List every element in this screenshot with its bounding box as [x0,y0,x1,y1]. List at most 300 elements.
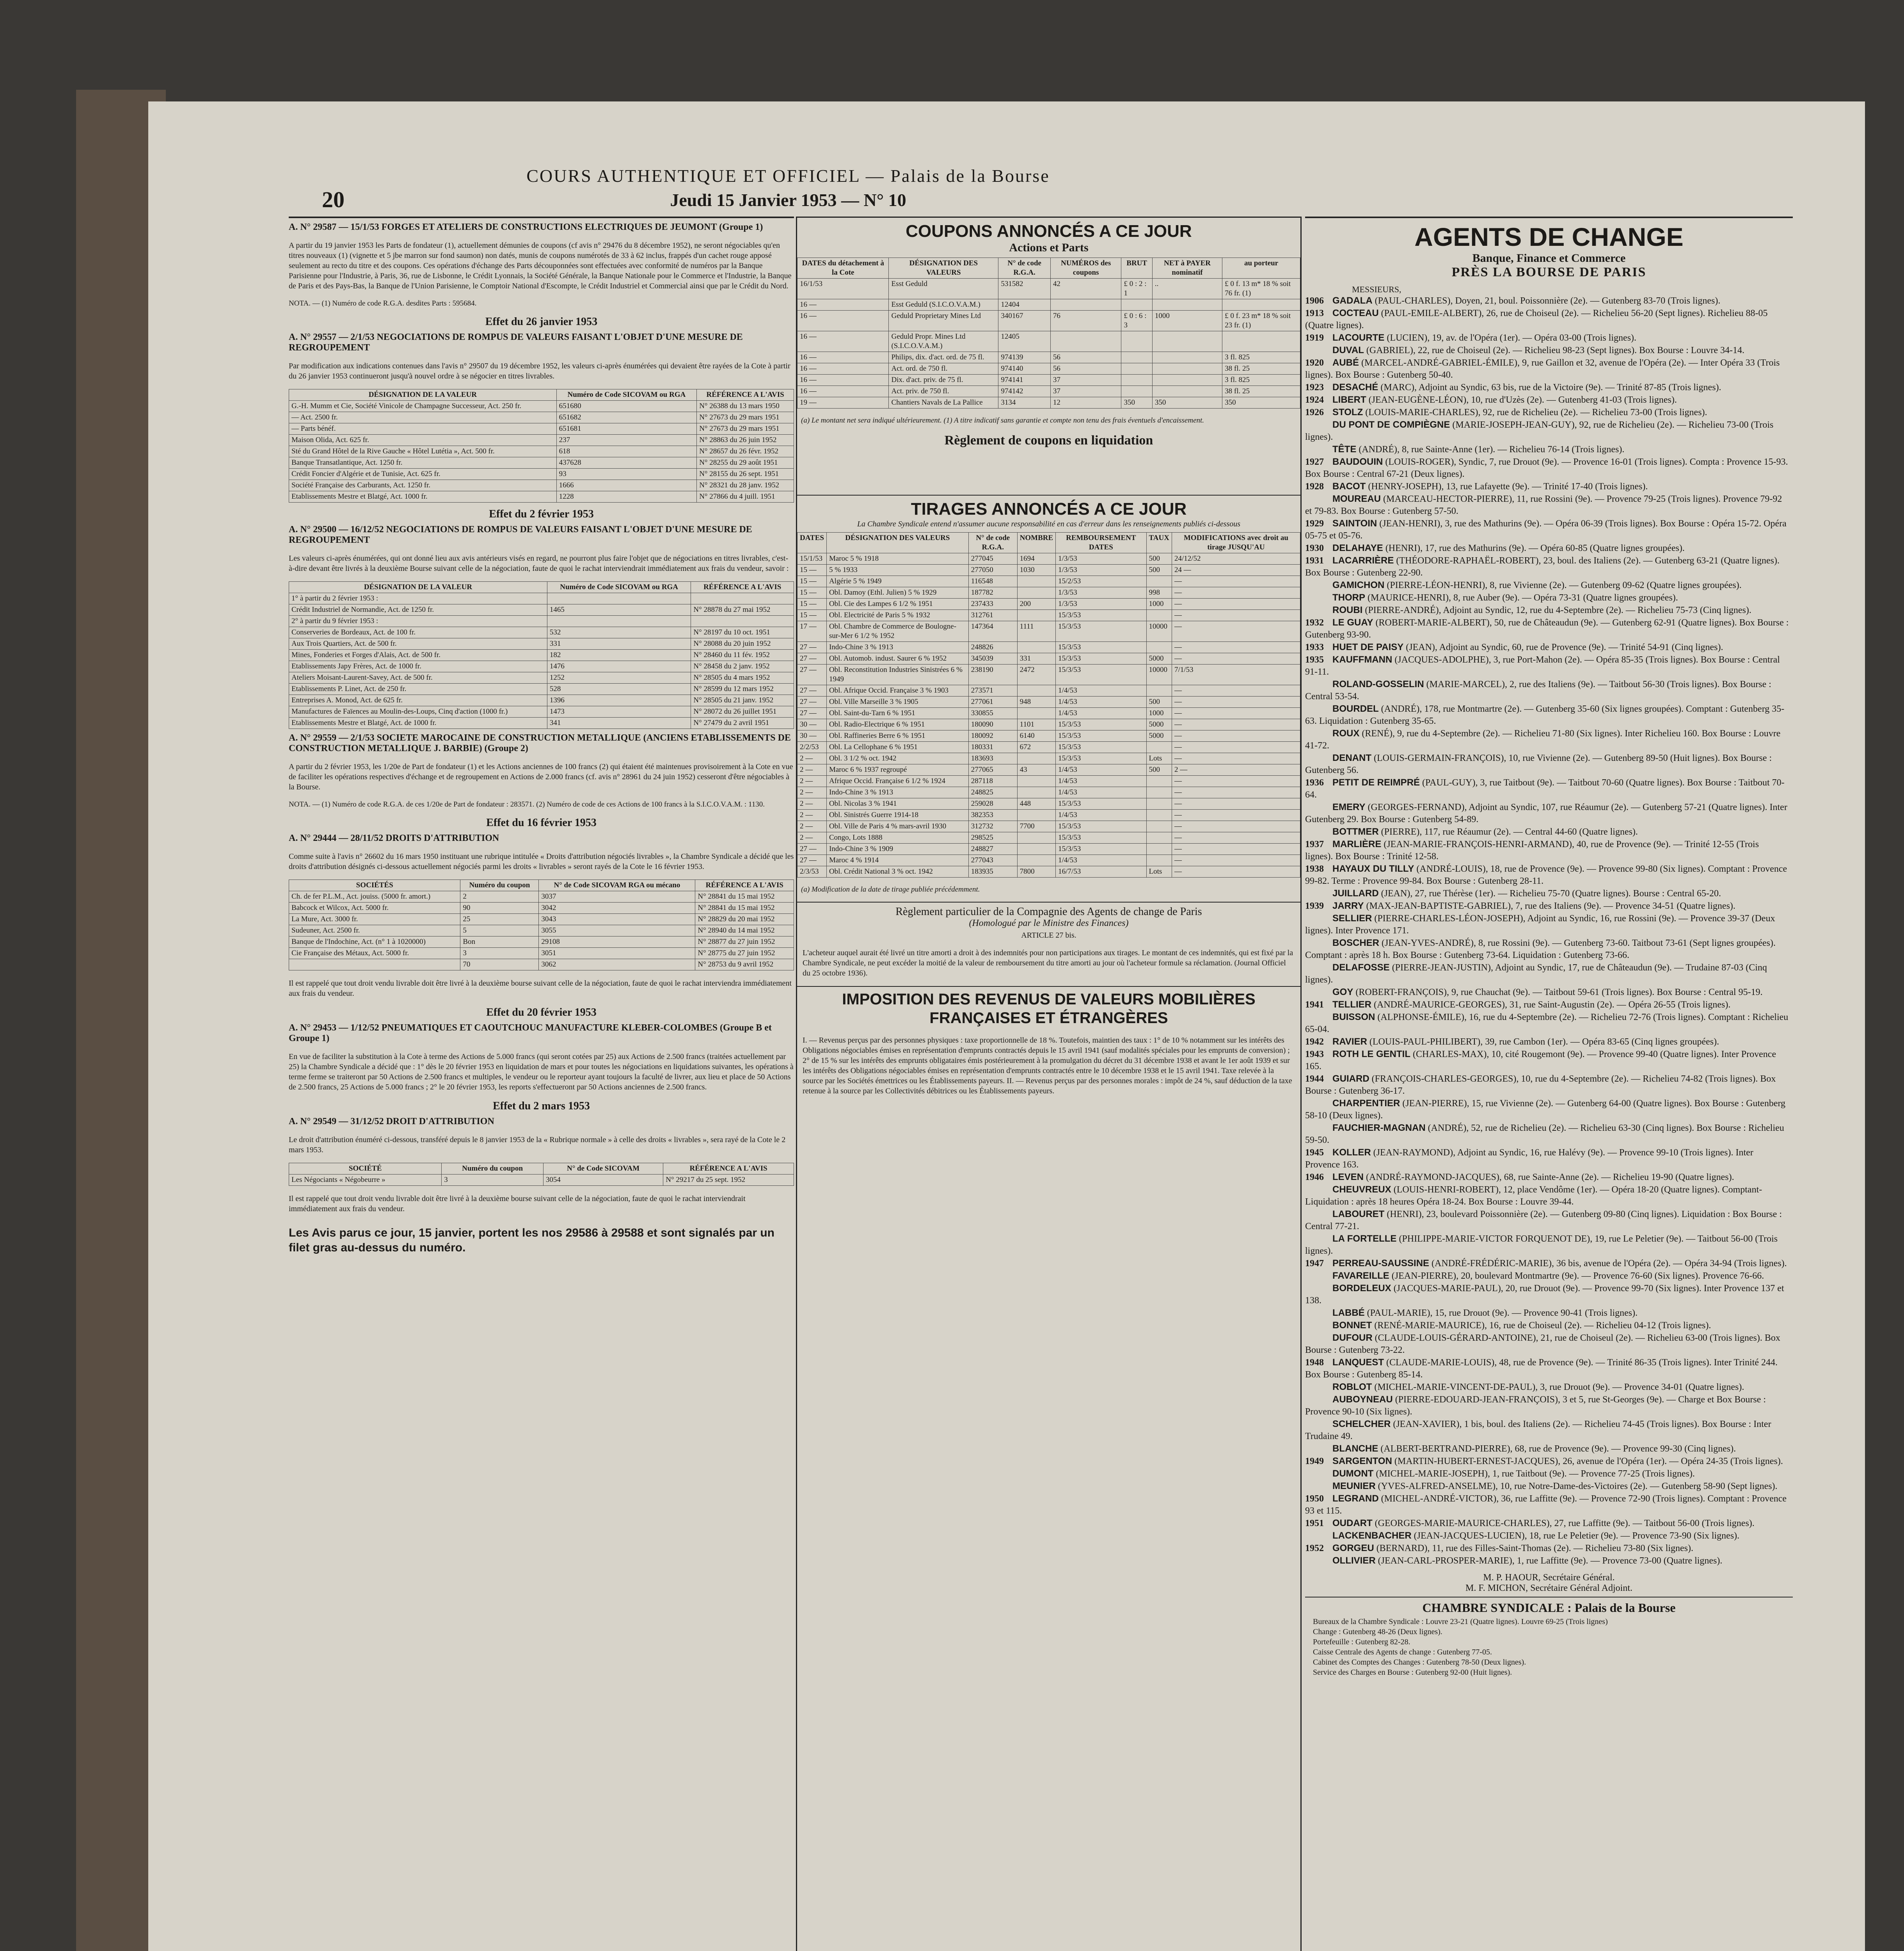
table-cell [691,616,794,627]
table-cell [1146,576,1172,587]
table-row [289,672,794,684]
table-cell: 618 [556,446,697,457]
table-cell: Crédit Industriel de Normandie, Act. de 1250 fr. [289,604,547,616]
table-cell [1017,753,1056,764]
agent-year: 1938 [1305,864,1324,874]
table-cell: 3042 [539,903,695,914]
effet-date: Effet du 26 janvier 1953 [485,316,598,328]
table-cell: Banque Transatlantique, Act. 1250 fr. [289,457,557,469]
agent-name: BACOT [1332,481,1366,492]
notice-title: A. N° 29557 — 2/1/53 NEGOCIATIONS DE ROMPUS DE VALEURS FAISANT L'OBJET D'UNE MESURE DE REGROUPEMENT [289,332,743,353]
table-cell: 15 — [797,599,827,610]
agent-year: 1928 [1305,482,1324,492]
agent-details: (MICHEL-ANDRÉ-VICTOR), 36, rue Laffitte (9e). — Provence 72-90 (Trois lignes). Comptant : Provence 93 et 115. [1305,1494,1787,1516]
table-cell: 187782 [968,587,1017,599]
table-cell: 5000 [1146,730,1172,742]
agent-details: (MICHEL-MARIE-JOSEPH), 1, rue Taitbout (9e). — Provence 77-25 (Trois lignes). [1373,1469,1695,1479]
agent-entry [1305,1455,1789,1468]
table-cell: N° 28155 du 26 sept. 1951 [697,469,794,480]
agent-entry [1305,579,1789,592]
agent-entry [1305,1073,1789,1097]
table-cell: Obl. Automob. indust. Saurer 6 % 1952 [826,653,968,665]
agent-name: SARGENTON [1332,1456,1392,1466]
agent-name: BLANCHE [1332,1443,1378,1454]
table-cell [1017,832,1056,844]
agent-entry [1305,406,1789,419]
table-row [289,401,794,412]
tirage-row [797,844,1300,855]
table-cell: 248827 [968,844,1017,855]
notice-text: A partir du 19 janvier 1953 les Parts de fondateur (1), actuellement démunies de coupons (cf avis n° 29476 du 8 décembre 1952), ne seront négociables qu'en titres nouveaux (1) (vignette et 5 jbe marron sur fond saumon) non datés, munis de coupons numérotés de 33 à 62 inclus, frappés d'un cachet rouge apposé seulement au recto du titre et des coupons. Ces opérations d'échange des Parts découponnées sont effectuées avec conformité de numéros par la Banque Parisienne pour l'Industrie, à Paris, 36, rue de Lisbonne, le Crédit Lyonnais, la Société Générale, la Banque Nationale pour le Commerce et l'Industrie, la Banque de Paris et des Pays-Bas, la Banque de l'Union Parisienne, le Comptoir National d'Escompte, le Crédit Industriel et Commercial ainsi que par le Crédit du Nord. [289,241,792,290]
table-cell: 3043 [539,914,695,925]
agent-name: OUDART [1332,1518,1373,1528]
table-row [289,480,794,491]
tirage-row [797,553,1300,565]
agent-year: 1924 [1305,395,1324,405]
agent-details: (YVES-ALFRED-ANSELME), 10, rue Notre-Dame-des-Victoires (2e). — Gutenberg 58-90 (Sept lignes). [1375,1481,1778,1491]
agent-details: (PAUL-CHARLES), Doyen, 21, boul. Poissonnière (2e). — Gutenberg 83-70 (Trois lignes). [1372,296,1721,306]
agent-name: PERREAU-SAUSSINE [1332,1258,1430,1269]
agent-entry [1305,592,1789,604]
chambre-title: CHAMBRE SYNDICALE : Palais de la Bourse [1422,1601,1676,1615]
agent-details: (FRANÇOIS-CHARLES-GEORGES), 10, rue du 4-Septembre (2e). — Richelieu 74-82 (Trois lignes). Box Bourse : Gutenberg 36-17. [1305,1074,1776,1096]
agent-details: (ROBERT-MARIE-ALBERT), 50, rue de Châteaudun (9e). — Gutenberg 62-91 (Quatre lignes). Box Bourse : Gutenberg 93-90. [1305,618,1789,640]
table-cell: Manufactures de Faïences au Moulin-des-Loups, Cinq d'action (1000 fr.) [289,706,547,718]
table-cell: Obl. Crédit National 3 % oct. 1942 [826,866,968,878]
agent-name: DELAFOSSE [1332,962,1390,973]
agent-details: (PAUL-EMILE-ALBERT), 26, rue de Choiseul (2e). — Richelieu 56-20 (Sept lignes). Richelieu 88-05 (Quatre lignes). [1305,308,1768,330]
table-row [289,627,794,638]
avis-summary: Les Avis parus ce jour, 15 janvier, portent les nos 29586 à 29588 et sont signalés par un filet gras au-dessus du numéro. [289,1226,774,1254]
agent-details: (THÉODORE-RAPHAËL-ROBERT), 23, boul. des Italiens (2e). — Gutenberg 63-21 (Quatre lignes). Box Bourse : Gutenberg 22-90. [1305,556,1780,578]
agent-entry [1305,1171,1789,1183]
notice-title: A. N° 29587 — 15/1/53 FORGES ET ATELIERS DE CONSTRUCTIONS ELECTRIQUES DE JEUMONT (Groupe 1) [289,222,763,232]
tirage-row [797,719,1300,730]
tirages-title: TIRAGES ANNONCÉS A CE JOUR [911,499,1187,519]
tirage-row [797,787,1300,798]
table-cell: 298525 [968,832,1017,844]
table-cell: 948 [1017,697,1056,708]
agent-name: LACKENBACHER [1332,1530,1412,1541]
table-cell: 1/4/53 [1056,708,1146,719]
table-cell: N° 28505 du 4 mars 1952 [691,672,794,684]
table-cell: 1030 [1017,565,1056,576]
agent-details: (JEAN-XAVIER), 1 bis, boul. des Italiens (2e). — Richelieu 74-45 (Trois lignes). Box Bourse : Inter Trudaine 49. [1305,1419,1771,1441]
table-cell: Obl. Reconstitution Industries Sinistrées 6 % 1949 [826,665,968,685]
table-cell: Obl. Cie des Lampes 6 1/2 % 1951 [826,599,968,610]
agent-entry [1305,1257,1789,1270]
agent-name: HUET DE PAISY [1332,642,1404,652]
table-header: N° de code R.G.A. [998,258,1051,279]
coupon-row [797,397,1300,409]
table-cell: — [1172,621,1300,642]
closing-text: Il est rappelé que tout droit vendu livrable doit être livré à la deuxième bourse suivant celle de la négociation, faute de quoi le rachat interviendrait immédiatement aux frais du vendeur. [289,1194,746,1213]
table-cell: 277050 [968,565,1017,576]
coupon-row [797,299,1300,311]
imposition-title: IMPOSITION DES REVENUS DE VALEURS MOBILIÈRES FRANÇAISES ET ÉTRANGÈRES [842,991,1256,1027]
agent-name: AUBOYNEAU [1332,1394,1393,1405]
table-cell: 500 [1146,553,1172,565]
agent-name: GAMICHON [1332,580,1385,590]
chambre-line: Caisse Centrale des Agents de change : Gutenberg 77-05. [1313,1648,1492,1656]
table-cell [1017,855,1056,866]
agent-name: DESACHÉ [1332,382,1378,393]
agent-entry [1305,1282,1789,1307]
table-cell: 182 [547,650,691,661]
tirages-subtitle: La Chambre Syndicale entend n'assumer aucune responsabilité en cas d'erreur dans les renseignements publiés ci-dessous [857,520,1241,528]
agents-list [1305,295,1793,1567]
table-header: N° de Code SICOVAM RGA ou mécano [539,880,695,891]
tirage-row [797,866,1300,878]
agent-name: STOLZ [1332,407,1363,418]
agent-name: RAVIER [1332,1036,1367,1047]
table-cell: N° 28255 du 29 août 1951 [697,457,794,469]
table-cell: — Parts bénéf. [289,423,557,435]
agent-entry [1305,826,1789,838]
table-cell: 331 [1017,653,1056,665]
notices-block-1 [289,222,794,381]
agent-entry [1305,1048,1789,1073]
agent-entry [1305,1381,1789,1393]
table-cell: 180092 [968,730,1017,742]
table-cell: 15/3/53 [1056,832,1146,844]
table-cell: 15/3/53 [1056,798,1146,810]
table-cell: — [1172,610,1300,621]
agent-details: (JEAN-YVES-ANDRÉ), 8, rue Rossini (9e). — Gutenberg 73-60. Taitbout 73-61 (Sept lignes groupées). Comptant : après 18 h. Box Bourse : Gutenberg 73-64. Liquidation : Gutenberg 73-66. [1305,938,1776,960]
table-cell: Act. priv. de 750 fl. [889,386,998,397]
table-cell: Obl. Afrique Occid. Française 3 % 1903 [826,685,968,697]
table-cell: .. [1152,279,1222,299]
table-cell: Obl. Raffineries Berre 6 % 1951 [826,730,968,742]
table-cell: 350 [1121,397,1152,409]
table-cell: 1465 [547,604,691,616]
table-cell: N° 27673 du 29 mars 1951 [697,412,794,423]
tirage-row [797,665,1300,685]
agent-name: KAUFFMANN [1332,654,1392,665]
table-header: DÉSIGNATION DES VALEURS [889,258,998,279]
agent-entry [1305,1542,1789,1555]
table-cell [1017,776,1056,787]
table-cell: 237 [556,435,697,446]
coupon-row [797,352,1300,363]
coupons-notes: (a) Le montant net sera indiqué ultérieurement. (1) A titre indicatif sans garantie et compte non tenu des frais éventuels d'encaissement. [801,416,1204,425]
table-row [289,695,794,706]
agent-year: 1927 [1305,457,1324,467]
table-header: NOMBRE [1017,533,1056,553]
agent-year: 1949 [1305,1456,1324,1466]
table-cell: 248825 [968,787,1017,798]
table-cell: 183935 [968,866,1017,878]
table-cell [289,959,460,970]
agent-name: LANQUEST [1332,1357,1384,1368]
table-header: N° de code R.G.A. [968,533,1017,553]
column-notices [289,217,794,1951]
table-cell [1017,844,1056,855]
table-cell: 3062 [539,959,695,970]
agent-name: TELLIER [1332,999,1371,1010]
table-row [289,593,794,604]
table-cell: 3054 [543,1175,663,1186]
table-cell: — [1172,832,1300,844]
agent-entry [1305,1555,1789,1567]
table-cell: Etablissements P. Linet, Act. de 250 fr. [289,684,547,695]
tirage-row [797,821,1300,832]
table-cell: Esst Geduld [889,279,998,299]
table-header: RÉFÉRENCE A L'AVIS [691,582,794,593]
table-cell: 15 — [797,576,827,587]
table-cell: 37 [1050,386,1121,397]
chambre-lines [1305,1615,1793,1679]
table-cell: 25 [460,914,539,925]
table-cell: 37 [1050,375,1121,386]
table-cell: 1/4/53 [1056,776,1146,787]
coupon-row [797,386,1300,397]
table-cell: — [1172,753,1300,764]
agent-entry [1305,394,1789,406]
agent-details: (MARCEL-ANDRÉ-GABRIEL-ÉMILE), 9, rue Gaillon et 32, avenue de l'Opéra (2e). — Inter Opéra 33 (Trois lignes). Box Bourse : Gutenberg 50-40. [1305,358,1780,380]
agent-entry [1305,332,1789,344]
table-cell: N° 27673 du 29 mars 1951 [697,423,794,435]
table-cell [1152,363,1222,375]
table-cell: Ch. de fer P.L.M., Act. jouiss. (5000 fr. amort.) [289,891,460,903]
table-cell: — [1172,798,1300,810]
agent-details: (CLAUDE-LOUIS-GÉRARD-ANTOINE), 21, rue de Choiseul (2e). — Richelieu 63-00 (Trois lignes). Box Bourse : Gutenberg 73-22. [1305,1333,1780,1355]
table-cell: Obl. La Cellophane 6 % 1951 [826,742,968,753]
agent-details: (PAUL-GUY), 3, rue Taitbout (9e). — Taitbout 70-60 (Quatre lignes). Box Bourse : Taitbout 70-64. [1305,778,1785,800]
agent-details: (JEAN-RAYMOND), Adjoint au Syndic, 16, rue Halévy (9e). — Provence 99-10 (Trois lignes). Inter Provence 163. [1305,1148,1753,1170]
table-cell: 3 fl. 825 [1222,375,1300,386]
table-cell: Etablissements Mestre et Blatgé, Act. 1000 fr. [289,491,557,503]
agent-details: (RENÉ), 9, rue du 4-Septembre (2e). — Richelieu 71-80 (Six lignes). Inter Richelieu 160. Box Bourse : Louvre 41-72. [1305,729,1781,751]
table-cell: — [1172,855,1300,866]
table-row [289,616,794,627]
table-cell: Ateliers Moisant-Laurent-Savey, Act. de 500 fr. [289,672,547,684]
tirage-row [797,832,1300,844]
table-cell: 287118 [968,776,1017,787]
agent-year: 1926 [1305,407,1324,418]
agent-details: (PIERRE-EDOUARD-JEAN-FRANÇOIS), 3 et 5, rue St-Georges (9e). — Charge et Box Bourse : Provence 90-10 (Six lignes). [1305,1395,1766,1417]
table-cell: 1000 [1152,311,1222,331]
table-cell: 5000 [1146,653,1172,665]
table-cell: Sté du Grand Hôtel de la Rive Gauche « Hôtel Lutétia », Act. 500 fr. [289,446,557,457]
agent-details: (LOUIS-HENRI-ROBERT), 12, place Vendôme (1er). — Opéra 18-20 (Quatre lignes). Comptant-Liquidation : après 18 heures Opéra 18-24. Box Bourse : Louvre 39-44. [1305,1185,1762,1207]
table-header: DATES du détachement à la Cote [797,258,889,279]
table-cell: 1/4/53 [1056,787,1146,798]
table-cell: 183693 [968,753,1017,764]
agent-details: (HENRY-JOSEPH), 13, rue Lafayette (9e). — Trinité 17-40 (Trois lignes). [1366,482,1648,492]
agent-details: (JEAN-HENRI), 3, rue des Mathurins (9e). — Opéra 06-39 (Trois lignes). Box Bourse : Opéra 15-72. Opéra 05-75 et 05-76. [1305,519,1787,541]
table-row [289,706,794,718]
table-cell: 532 [547,627,691,638]
tirage-row [797,587,1300,599]
reglement-title: Règlement particulier de la Compagnie des Agents de change de Paris [895,906,1202,918]
table-row [289,925,794,936]
table-cell: 1111 [1017,621,1056,642]
agent-details: (JEAN), 27, rue Thérèse (1er). — Richelieu 75-70 (Quatre lignes). Bourse : Central 65-20. [1378,888,1721,899]
table-cell: 3134 [998,397,1051,409]
table-cell: Obl. Damoy (Ethl. Julien) 5 % 1929 [826,587,968,599]
table-row [289,469,794,480]
table-cell: Indo-Chine 3 % 1913 [826,642,968,653]
messieurs-label: MESSIEURS, [1352,284,1401,294]
table-cell: 5 % 1933 [826,565,968,576]
table-cell [1017,685,1056,697]
agent-entry [1305,1183,1789,1208]
table-cell: 16 — [797,375,889,386]
agent-details: (MICHEL-MARIE-VINCENT-DE-PAUL), 3, rue Drouot (9e). — Provence 34-01 (Quatre lignes). [1372,1382,1744,1392]
table-cell: 16 — [797,311,889,331]
agent-entry [1305,1530,1789,1542]
table-header: NUMÉROS des coupons [1050,258,1121,279]
agent-details: (JEAN), Adjoint au Syndic, 60, rue de Provence (9e). — Trinité 54-91 (Cinq lignes). [1403,642,1723,652]
agent-year: 1947 [1305,1258,1324,1269]
effet-date: Effet du 16 février 1953 [486,817,597,829]
table-cell: — Act. 2500 fr. [289,412,557,423]
table-cell [1017,642,1056,653]
agent-entry [1305,517,1789,542]
chambre-line: Change : Gutenberg 48-26 (Deux lignes). [1313,1628,1442,1636]
agent-entry [1305,381,1789,394]
table-cell: 6140 [1017,730,1056,742]
agent-entry [1305,776,1789,801]
table-cell: 277065 [968,764,1017,776]
notice-text: Les valeurs ci-après énumérées, qui ont donné lieu aux avis antérieurs visés en regard, ne pourront plus faire l'objet que de négociations en titres livrables, c'est-à-dire devant être livrés à la deuxième Bourse suivant celle de la négociation, faute de quoi le rachat interviendrait immédiatement aux frais du vendeur, savoir : [289,554,789,573]
table-cell: 500 [1146,565,1172,576]
table-cell [1121,299,1152,311]
tirage-row [797,697,1300,708]
agent-entry [1305,727,1789,752]
agent-name: JUILLARD [1332,888,1379,899]
header-line2: Jeudi 15 Janvier 1953 — N° 10 [670,190,906,210]
table-cell: 345039 [968,653,1017,665]
column-coupons-tirages [796,217,1302,1951]
agent-name: DU PONT DE COMPIÈGNE [1332,419,1450,430]
chambre-line: Service des Charges en Bourse : Gutenberg 92-00 (Huit lignes). [1313,1668,1512,1677]
agent-name: LEVEN [1332,1172,1364,1182]
agent-entry [1305,986,1789,999]
table-cell: Obl. Nicolas 3 % 1941 [826,798,968,810]
agent-entry [1305,654,1789,678]
agent-name: SELLIER [1332,913,1372,924]
table-header: Numéro du coupon [442,1163,543,1175]
table-header: RÉFÉRENCE A L'AVIS [663,1163,794,1175]
coupons-subtitle: Actions et Parts [1009,241,1089,254]
table-row [289,684,794,695]
table-cell [1146,832,1172,844]
agent-year: 1943 [1305,1049,1324,1059]
agent-entry [1305,912,1789,937]
table-cell: N° 28878 du 27 mai 1952 [691,604,794,616]
table-cell: 2 — [797,753,827,764]
table-cell: 5 [460,925,539,936]
table-rompus-2 [289,581,794,729]
agent-details: (PHILIPPE-MARIE-VICTOR FORQUENOT DE), 19, rue Le Peletier (9e). — Taitbout 56-00 (Trois lignes). [1305,1234,1778,1256]
table-cell: 2472 [1017,665,1056,685]
agent-details: (JACQUES-MARIE-PAUL), 20, rue Drouot (9e). — Provence 99-70 (Six lignes). Inter Provence 137 et 138. [1305,1283,1784,1306]
table-cell [1146,855,1172,866]
liquidation-title: Règlement de coupons en liquidation [944,433,1153,448]
table-cell: N° 28321 du 28 janv. 1952 [697,480,794,491]
agent-name: LABOURET [1332,1209,1385,1219]
agent-entry [1305,542,1789,554]
table-cell: 277043 [968,855,1017,866]
table-cell: £ 0 : 2 : 1 [1121,279,1152,299]
agent-details: (ANDRÉ), 178, rue Montmartre (2e). — Gutenberg 35-60 (Six lignes groupées). Comptant : Gutenberg 35-63. Liquidation : Gutenberg 35-65. [1305,704,1785,726]
table-cell: Mines, Fonderies et Forges d'Alais, Act. de 500 fr. [289,650,547,661]
table-cell: 5000 [1146,719,1172,730]
agent-details: (ANDRÉ), 8, rue Sainte-Anne (1er). — Richelieu 76-14 (Trois lignes). [1356,444,1625,455]
agent-year: 1919 [1305,333,1324,343]
table-cell: 16 — [797,386,889,397]
agent-details: (MARCEAU-HECTOR-PIERRE), 11, rue Rossini (9e). — Provence 79-25 (Trois lignes). Provence 79-92 et 79-83. Box Bourse : Gutenberg 57-50. [1305,494,1782,516]
table-cell: 1/3/53 [1056,565,1146,576]
agent-details: (GEORGES-MARIE-MAURICE-CHARLES), 27, rue Laffitte (9e). — Taitbout 56-00 (Trois lignes). [1372,1518,1755,1528]
tirage-row [797,730,1300,742]
imposition-text: I. — Revenus perçus par des personnes physiques : taxe proportionnelle de 18 %. Toutefois, maintien des taux : 1° de 10 % notamment sur les intérêts des Obligations négociables émises en représentation d'emprunts contractés depuis le 15 avril 1941 (sauf modalités spéciales pour les emprunts de conversion) ; 2° de 15 % sur les intérêts des emprunts obligataires émis postérieurement à la promulgation du décret du 31 décembre 1938 et avant le 1er août 1939 et sur les intérêts des Obligations négociables émises en représentation d'emprunts contractés entre le 10 décembre 1938 et le 15 avril 1941. Taxe relevée à la source par les Sociétés émettrices ou les Établissements payeurs. II. — Revenus perçus par des personnes morales : impôt de 24 %, sauf déduction de la taxe retenue à la source par les Collectivités débitrices ou les Établissements payeurs. [803,1036,1292,1095]
table-cell: 38 fl. 25 [1222,386,1300,397]
table-droits-2 [289,1163,794,1186]
agent-name: HAYAUX DU TILLY [1332,864,1414,874]
table-cell: Indo-Chine 3 % 1913 [826,787,968,798]
table-cell: 12 [1050,397,1121,409]
agent-entry [1305,1036,1789,1048]
table-cell: — [1172,576,1300,587]
agent-name: SAINTOIN [1332,518,1377,529]
effet-date: Effet du 2 février 1953 [489,508,594,520]
table-cell: 12405 [998,331,1051,352]
table-cell: — [1172,742,1300,753]
table-row [289,948,794,959]
tirages-note: (a) Modification de la date de tirage publiée précédemment. [801,885,980,894]
agent-details: (ANDRÉ), 52, rue de Richelieu (2e). — Richelieu 63-30 (Cinq lignes). Box Bourse : Richelieu 59-50. [1305,1123,1784,1145]
agents-title: AGENTS DE CHANGE [1414,222,1684,251]
table-cell: Congo, Lots 1888 [826,832,968,844]
tirage-row [797,621,1300,642]
agent-name: SCHELCHER [1332,1419,1391,1429]
agent-name: CHEUVREUX [1332,1184,1391,1195]
table-cell: Société Française des Carburants, Act. 1250 fr. [289,480,557,491]
table-cell: — [1172,787,1300,798]
agent-entry [1305,1233,1789,1257]
agent-name: GADALA [1332,295,1373,306]
agent-details: (ANDRÉ-MAURICE-GEORGES), 31, rue Saint-Augustin (2e). — Opéra 26-55 (Trois lignes). [1371,1000,1731,1010]
agent-details: (JEAN-PIERRE), 20, boulevard Montmartre (9e). — Provence 76-60 (Six lignes). Provence 76-66. [1389,1271,1764,1281]
table-row [289,491,794,503]
agent-details: (JACQUES-ADOLPHE), 3, rue Port-Mahon (2e). — Opéra 85-35 (Trois lignes). Box Bourse : Central 91-11. [1305,655,1780,677]
agent-name: LACOURTE [1332,332,1385,343]
table-cell: 200 [1017,599,1056,610]
table-cell [1017,610,1056,621]
agent-entry [1305,937,1789,961]
table-cell: Obl. Saint-du-Tarn 6 % 1951 [826,708,968,719]
table-cell: 1000 [1146,708,1172,719]
agent-entry [1305,900,1789,912]
notice-title: A. N° 29500 — 16/12/52 NEGOCIATIONS DE ROMPUS DE VALEURS FAISANT L'OBJET D'UNE MESURE DE REGROUPEMENT [289,524,752,545]
reglement-article: ARTICLE 27 bis. [1021,931,1076,940]
table-cell: Indo-Chine 3 % 1909 [826,844,968,855]
agent-entry [1305,307,1789,332]
table-cell: 180331 [968,742,1017,753]
agent-year: 1932 [1305,618,1324,628]
table-cell: Esst Geduld (S.I.C.O.V.A.M.) [889,299,998,311]
agent-name: DELAHAYE [1332,543,1383,553]
agent-details: (PIERRE-ANDRÉ), Adjoint au Syndic, 12, rue du 4-Septembre (2e). — Richelieu 75-73 (Cinq lignes). [1362,605,1751,615]
agent-details: (ANDRÉ-LOUIS), 18, rue de Provence (9e). — Provence 99-80 (Six lignes). Comptant : Provence 99-82. Terme : Provence 99-84. Box Bourse : Gutenberg 28-11. [1305,864,1787,886]
agent-entry [1305,703,1789,727]
table-cell: 180090 [968,719,1017,730]
agent-name: GOY [1332,987,1353,997]
table-cell: — [1172,844,1300,855]
